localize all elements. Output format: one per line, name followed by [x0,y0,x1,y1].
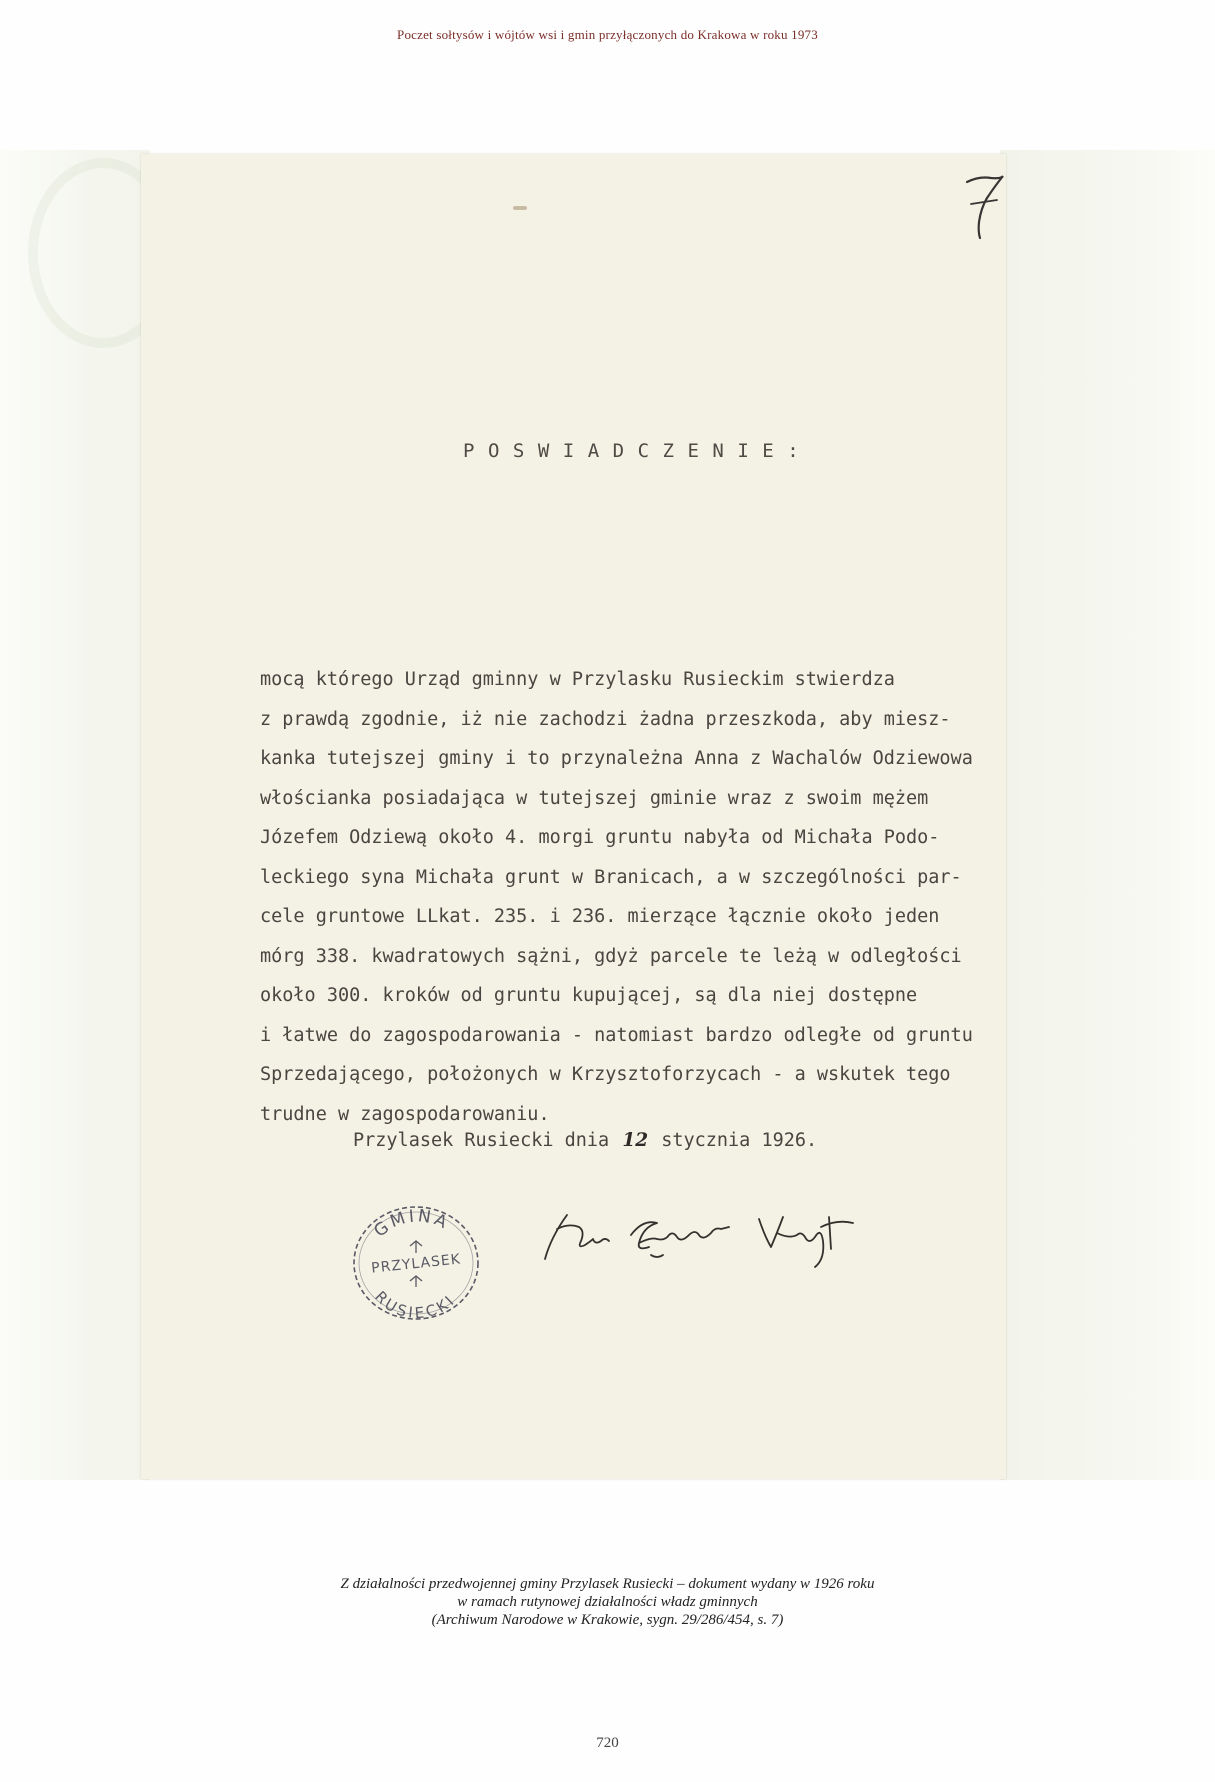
caption-line: (Archiwum Narodowe w Krakowie, sygn. 29/286/454, s. 7) [431,1612,784,1628]
body-line: i łatwe do zagospodarowania - natomiast bardzo odległe od gruntu [260,1024,973,1046]
date-suffix: stycznia 1926. [661,1130,818,1151]
body-line: Sprzedającego, położonych w Krzysztoforzycach - a wskutek tego [260,1064,951,1085]
page-number: 720 [596,1735,619,1751]
adjacent-page-bleed-left [0,150,150,1480]
body-line: cele gruntowe LLkat. 235. i 236. mierzące łącznie około jeden [260,906,940,927]
caption-line: Z działalności przedwojennej gminy Przylasek Rusiecki – dokument wydany w 1926 roku [340,1576,875,1592]
running-header: Poczet sołtysów i wójtów wsi i gmin przyłączonych do Krakowa w roku 1973 [397,27,818,42]
body-line: z prawdą zgodnie, iż nie zachodzi żadna przeszkoda, aby miesz- [260,708,951,730]
archival-document-sheet [141,154,1006,1479]
body-line: włościanka posiadająca w tutejszej gminie wraz z swoim mężem [260,787,929,809]
body-line: Józefem Odziewą około 4. morgi gruntu nabyła od Michała Podo- [260,827,940,848]
body-line: leckiego syna Michała grunt w Branicach, a w szczególności par- [260,866,962,888]
document-body [260,660,980,1134]
body-line: kanka tutejszej gminy i to przynależna Anna z Wachalów Odziewowa [260,748,973,769]
adjacent-page-bleed-right [1000,150,1215,1480]
caption-line: w ramach rutynowej działalności władz gminnych [457,1594,758,1610]
handwritten-day: 12 [622,1130,649,1151]
handwritten-sheet-number [957,164,1017,244]
body-line: trudne w zagospodarowaniu. [260,1103,550,1125]
handwritten-signature [539,1197,879,1277]
paper-speck [513,206,527,210]
body-line: mórg 338. kwadratowych sążni, gdyż parcele te leżą w odległości [260,945,962,967]
place-date-line [353,1130,817,1151]
document-title: POSWIADCZENIE: [463,440,813,462]
body-line: około 300. kroków od gruntu kupującej, są dla niej dostępne [260,985,918,1006]
stamp-middle-text: PRZYLASEK [370,1251,462,1277]
figure-caption [0,1575,1215,1629]
municipal-stamp [346,1201,486,1323]
stamp-top-text: GMINA [370,1206,453,1242]
stamp-bottom-text: RUSIECKI [371,1287,460,1323]
body-line: mocą którego Urząd gminny w Przylasku Rusieckim stwierdza [260,669,895,690]
date-prefix: Przylasek Rusiecki dnia [353,1130,610,1151]
